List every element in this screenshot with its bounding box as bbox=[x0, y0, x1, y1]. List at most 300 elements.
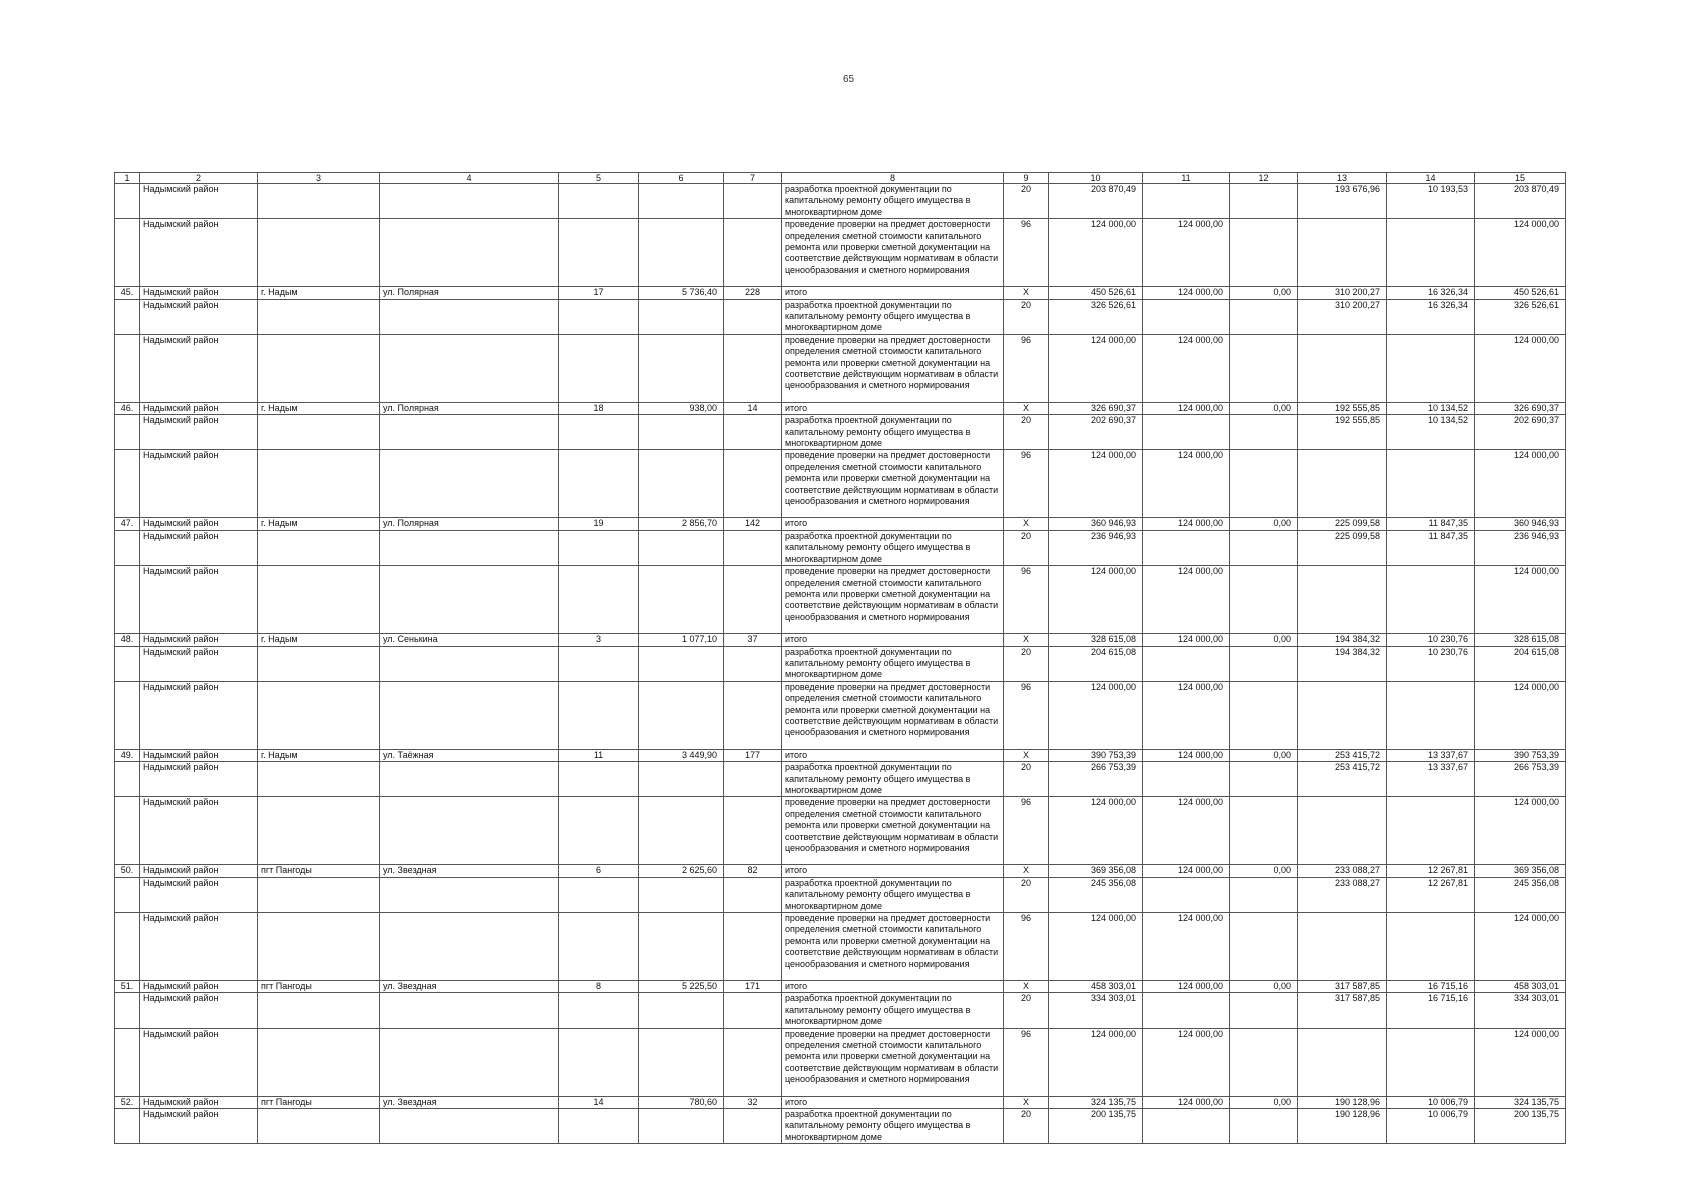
cell-col-7 bbox=[724, 993, 782, 1028]
cell-col-9: Х bbox=[1004, 749, 1049, 761]
cell-col-13 bbox=[1298, 912, 1387, 980]
cell-col-15: 124 000,00 bbox=[1475, 334, 1566, 402]
cell-col-3 bbox=[258, 334, 380, 402]
cell-col-9: Х bbox=[1004, 865, 1049, 877]
column-header: 5 bbox=[559, 173, 639, 184]
cell-col-5 bbox=[559, 912, 639, 980]
column-header: 2 bbox=[140, 173, 258, 184]
cell-col-5 bbox=[559, 334, 639, 402]
cell-col-14 bbox=[1387, 334, 1475, 402]
cell-col-2: Надымский район bbox=[140, 219, 258, 287]
cell-col-10: 124 000,00 bbox=[1049, 450, 1143, 518]
cell-col-2: Надымский район bbox=[140, 877, 258, 912]
column-header: 8 bbox=[782, 173, 1004, 184]
cell-col-9: Х bbox=[1004, 287, 1049, 299]
cell-col-13: 310 200,27 bbox=[1298, 287, 1387, 299]
cell-col-15: 266 753,39 bbox=[1475, 762, 1566, 797]
cell-col-4 bbox=[380, 415, 559, 450]
cell-col-2: Надымский район bbox=[140, 1028, 258, 1096]
cell-col-1 bbox=[115, 566, 140, 634]
cell-col-2: Надымский район bbox=[140, 1096, 258, 1108]
column-header: 12 bbox=[1230, 173, 1298, 184]
cell-col-5: 8 bbox=[559, 980, 639, 992]
cell-col-9: Х bbox=[1004, 518, 1049, 530]
cell-col-8: итого bbox=[782, 287, 1004, 299]
table-row bbox=[115, 877, 1566, 912]
cell-col-12 bbox=[1230, 681, 1298, 749]
cell-col-5 bbox=[559, 993, 639, 1028]
cell-col-13 bbox=[1298, 797, 1387, 865]
cell-col-4: ул. Звездная bbox=[380, 1096, 559, 1108]
cell-col-13: 194 384,32 bbox=[1298, 634, 1387, 646]
cell-col-8: проведение проверки на предмет достоверности определения сметной стоимости капитального ремонта или проверки сметной документации на соответствие действующим нормативам в области ценообразования и сметного нормирования bbox=[782, 450, 1004, 518]
cell-col-2: Надымский район bbox=[140, 334, 258, 402]
cell-col-11 bbox=[1143, 299, 1230, 334]
cell-col-7 bbox=[724, 1028, 782, 1096]
cell-col-6 bbox=[639, 299, 724, 334]
cell-col-2: Надымский район bbox=[140, 646, 258, 681]
cell-col-9: Х bbox=[1004, 402, 1049, 414]
cell-col-3 bbox=[258, 566, 380, 634]
cell-col-11 bbox=[1143, 184, 1230, 219]
cell-col-6 bbox=[639, 646, 724, 681]
cell-col-15: 450 526,61 bbox=[1475, 287, 1566, 299]
cell-col-15: 326 526,61 bbox=[1475, 299, 1566, 334]
cell-col-4 bbox=[380, 1028, 559, 1096]
cell-col-12 bbox=[1230, 415, 1298, 450]
cell-col-2: Надымский район bbox=[140, 530, 258, 565]
cell-col-3: пгт Пангоды bbox=[258, 865, 380, 877]
cell-col-7 bbox=[724, 334, 782, 402]
cell-col-8: итого bbox=[782, 402, 1004, 414]
cell-col-3: г. Надым bbox=[258, 518, 380, 530]
cell-col-1 bbox=[115, 415, 140, 450]
cell-col-12 bbox=[1230, 912, 1298, 980]
column-header: 13 bbox=[1298, 173, 1387, 184]
cell-col-6: 5 736,40 bbox=[639, 287, 724, 299]
table-row bbox=[115, 184, 1566, 219]
cell-col-6: 938,00 bbox=[639, 402, 724, 414]
cell-col-6: 2 856,70 bbox=[639, 518, 724, 530]
cell-col-8: проведение проверки на предмет достоверности определения сметной стоимости капитального ремонта или проверки сметной документации на соответствие действующим нормативам в области ценообразования и сметного нормирования bbox=[782, 334, 1004, 402]
table-row bbox=[115, 415, 1566, 450]
cell-col-6: 780,60 bbox=[639, 1096, 724, 1108]
cell-col-7: 142 bbox=[724, 518, 782, 530]
cell-col-15: 124 000,00 bbox=[1475, 450, 1566, 518]
cell-col-14: 13 337,67 bbox=[1387, 762, 1475, 797]
cell-col-14 bbox=[1387, 450, 1475, 518]
cell-col-7: 14 bbox=[724, 402, 782, 414]
cell-col-15: 124 000,00 bbox=[1475, 1028, 1566, 1096]
cell-col-1: 50. bbox=[115, 865, 140, 877]
cell-col-11: 124 000,00 bbox=[1143, 912, 1230, 980]
cell-col-11: 124 000,00 bbox=[1143, 450, 1230, 518]
cell-col-10: 360 946,93 bbox=[1049, 518, 1143, 530]
cell-col-4 bbox=[380, 450, 559, 518]
cell-col-13: 233 088,27 bbox=[1298, 865, 1387, 877]
cell-col-7 bbox=[724, 450, 782, 518]
cell-col-5 bbox=[559, 530, 639, 565]
cell-col-7: 171 bbox=[724, 980, 782, 992]
cell-col-2: Надымский район bbox=[140, 762, 258, 797]
cell-col-14 bbox=[1387, 797, 1475, 865]
column-header: 15 bbox=[1475, 173, 1566, 184]
cell-col-1: 47. bbox=[115, 518, 140, 530]
cell-col-4 bbox=[380, 1109, 559, 1144]
cell-col-8: разработка проектной документации по капитальному ремонту общего имущества в многоквартирном доме bbox=[782, 299, 1004, 334]
cell-col-3 bbox=[258, 299, 380, 334]
cell-col-11: 124 000,00 bbox=[1143, 749, 1230, 761]
cell-col-11 bbox=[1143, 762, 1230, 797]
cell-col-3 bbox=[258, 993, 380, 1028]
cell-col-9: 20 bbox=[1004, 530, 1049, 565]
cell-col-8: разработка проектной документации по капитальному ремонту общего имущества в многоквартирном доме bbox=[782, 415, 1004, 450]
cell-col-13 bbox=[1298, 334, 1387, 402]
cell-col-8: разработка проектной документации по капитальному ремонту общего имущества в многоквартирном доме bbox=[782, 530, 1004, 565]
cell-col-4 bbox=[380, 646, 559, 681]
cell-col-15: 328 615,08 bbox=[1475, 634, 1566, 646]
cell-col-4 bbox=[380, 797, 559, 865]
cell-col-11: 124 000,00 bbox=[1143, 402, 1230, 414]
cell-col-3 bbox=[258, 530, 380, 565]
cell-col-6 bbox=[639, 450, 724, 518]
cell-col-9: 20 bbox=[1004, 993, 1049, 1028]
table-row bbox=[115, 219, 1566, 287]
cell-col-7 bbox=[724, 877, 782, 912]
cell-col-1: 52. bbox=[115, 1096, 140, 1108]
cell-col-11: 124 000,00 bbox=[1143, 1096, 1230, 1108]
cell-col-13 bbox=[1298, 219, 1387, 287]
column-header: 10 bbox=[1049, 173, 1143, 184]
cell-col-1 bbox=[115, 1109, 140, 1144]
cell-col-13: 192 555,85 bbox=[1298, 415, 1387, 450]
cell-col-3 bbox=[258, 1109, 380, 1144]
cell-col-8: разработка проектной документации по капитальному ремонту общего имущества в многоквартирном доме bbox=[782, 1109, 1004, 1144]
cell-col-2: Надымский район bbox=[140, 299, 258, 334]
cell-col-2: Надымский район bbox=[140, 912, 258, 980]
table-total-row bbox=[115, 402, 1566, 414]
cell-col-5 bbox=[559, 184, 639, 219]
cell-col-14: 10 134,52 bbox=[1387, 402, 1475, 414]
cell-col-14: 13 337,67 bbox=[1387, 749, 1475, 761]
cell-col-3 bbox=[258, 450, 380, 518]
cell-col-14 bbox=[1387, 912, 1475, 980]
cell-col-2: Надымский район bbox=[140, 865, 258, 877]
cell-col-7 bbox=[724, 912, 782, 980]
cell-col-12 bbox=[1230, 762, 1298, 797]
cell-col-1 bbox=[115, 762, 140, 797]
cell-col-11: 124 000,00 bbox=[1143, 287, 1230, 299]
cell-col-8: разработка проектной документации по капитальному ремонту общего имущества в многоквартирном доме bbox=[782, 646, 1004, 681]
table-row bbox=[115, 646, 1566, 681]
cell-col-7 bbox=[724, 1109, 782, 1144]
cell-col-15: 202 690,37 bbox=[1475, 415, 1566, 450]
cell-col-13 bbox=[1298, 681, 1387, 749]
cell-col-12: 0,00 bbox=[1230, 980, 1298, 992]
cell-col-3: г. Надым bbox=[258, 402, 380, 414]
cell-col-3 bbox=[258, 797, 380, 865]
column-header: 6 bbox=[639, 173, 724, 184]
cell-col-5 bbox=[559, 450, 639, 518]
cell-col-13: 190 128,96 bbox=[1298, 1109, 1387, 1144]
cell-col-6 bbox=[639, 334, 724, 402]
cell-col-7: 37 bbox=[724, 634, 782, 646]
cell-col-7 bbox=[724, 219, 782, 287]
cell-col-11 bbox=[1143, 1109, 1230, 1144]
cell-col-13: 317 587,85 bbox=[1298, 993, 1387, 1028]
cell-col-10: 450 526,61 bbox=[1049, 287, 1143, 299]
cell-col-14: 11 847,35 bbox=[1387, 518, 1475, 530]
cell-col-15: 124 000,00 bbox=[1475, 912, 1566, 980]
cell-col-10: 266 753,39 bbox=[1049, 762, 1143, 797]
cell-col-13 bbox=[1298, 566, 1387, 634]
cell-col-1: 48. bbox=[115, 634, 140, 646]
cell-col-5 bbox=[559, 681, 639, 749]
cell-col-15: 124 000,00 bbox=[1475, 219, 1566, 287]
cell-col-7 bbox=[724, 646, 782, 681]
column-header: 3 bbox=[258, 173, 380, 184]
cell-col-1 bbox=[115, 299, 140, 334]
page-number: 65 bbox=[842, 74, 855, 85]
cell-col-8: разработка проектной документации по капитальному ремонту общего имущества в многоквартирном доме bbox=[782, 993, 1004, 1028]
cell-col-12 bbox=[1230, 450, 1298, 518]
cell-col-13: 225 099,58 bbox=[1298, 530, 1387, 565]
cell-col-8: итого bbox=[782, 518, 1004, 530]
cell-col-6 bbox=[639, 219, 724, 287]
cell-col-4 bbox=[380, 334, 559, 402]
cell-col-5 bbox=[559, 1109, 639, 1144]
cell-col-5 bbox=[559, 1028, 639, 1096]
cell-col-4 bbox=[380, 993, 559, 1028]
cell-col-12: 0,00 bbox=[1230, 634, 1298, 646]
cell-col-1 bbox=[115, 1028, 140, 1096]
cell-col-14 bbox=[1387, 1028, 1475, 1096]
cell-col-13: 193 676,96 bbox=[1298, 184, 1387, 219]
table-row bbox=[115, 912, 1566, 980]
cell-col-6 bbox=[639, 762, 724, 797]
cell-col-2: Надымский район bbox=[140, 566, 258, 634]
cell-col-15: 390 753,39 bbox=[1475, 749, 1566, 761]
cell-col-8: итого bbox=[782, 865, 1004, 877]
table-row bbox=[115, 1109, 1566, 1144]
cell-col-13: 310 200,27 bbox=[1298, 299, 1387, 334]
cell-col-9: 96 bbox=[1004, 450, 1049, 518]
cell-col-11 bbox=[1143, 415, 1230, 450]
cell-col-4 bbox=[380, 762, 559, 797]
cell-col-5 bbox=[559, 219, 639, 287]
cell-col-1 bbox=[115, 681, 140, 749]
cell-col-4 bbox=[380, 530, 559, 565]
cell-col-10: 200 135,75 bbox=[1049, 1109, 1143, 1144]
cell-col-9: Х bbox=[1004, 980, 1049, 992]
cell-col-3 bbox=[258, 415, 380, 450]
cell-col-14: 12 267,81 bbox=[1387, 877, 1475, 912]
cell-col-9: 96 bbox=[1004, 566, 1049, 634]
cell-col-12: 0,00 bbox=[1230, 1096, 1298, 1108]
cell-col-7: 228 bbox=[724, 287, 782, 299]
cell-col-7 bbox=[724, 415, 782, 450]
cell-col-9: 96 bbox=[1004, 681, 1049, 749]
cell-col-12 bbox=[1230, 797, 1298, 865]
cell-col-3 bbox=[258, 219, 380, 287]
cell-col-13: 253 415,72 bbox=[1298, 749, 1387, 761]
cell-col-2: Надымский район bbox=[140, 1109, 258, 1144]
cell-col-7 bbox=[724, 566, 782, 634]
cell-col-1 bbox=[115, 646, 140, 681]
cell-col-8: итого bbox=[782, 980, 1004, 992]
cell-col-14: 10 006,79 bbox=[1387, 1109, 1475, 1144]
cell-col-1 bbox=[115, 219, 140, 287]
cell-col-5 bbox=[559, 877, 639, 912]
cell-col-13: 190 128,96 bbox=[1298, 1096, 1387, 1108]
cell-col-11: 124 000,00 bbox=[1143, 797, 1230, 865]
cell-col-11: 124 000,00 bbox=[1143, 1028, 1230, 1096]
cell-col-15: 326 690,37 bbox=[1475, 402, 1566, 414]
table-row bbox=[115, 681, 1566, 749]
cell-col-8: итого bbox=[782, 749, 1004, 761]
cell-col-5: 17 bbox=[559, 287, 639, 299]
cell-col-2: Надымский район bbox=[140, 681, 258, 749]
cell-col-3 bbox=[258, 877, 380, 912]
cell-col-2: Надымский район bbox=[140, 797, 258, 865]
cell-col-8: проведение проверки на предмет достоверности определения сметной стоимости капитального ремонта или проверки сметной документации на соответствие действующим нормативам в области ценообразования и сметного нормирования bbox=[782, 797, 1004, 865]
cell-col-2: Надымский район bbox=[140, 287, 258, 299]
table-total-row bbox=[115, 518, 1566, 530]
cell-col-14: 16 326,34 bbox=[1387, 299, 1475, 334]
cell-col-10: 334 303,01 bbox=[1049, 993, 1143, 1028]
cell-col-3: пгт Пангоды bbox=[258, 1096, 380, 1108]
cell-col-2: Надымский район bbox=[140, 993, 258, 1028]
cell-col-13: 225 099,58 bbox=[1298, 518, 1387, 530]
cell-col-6 bbox=[639, 184, 724, 219]
cell-col-5 bbox=[559, 415, 639, 450]
cell-col-4: ул. Полярная bbox=[380, 287, 559, 299]
cell-col-1 bbox=[115, 530, 140, 565]
cell-col-5 bbox=[559, 646, 639, 681]
cell-col-4: ул. Сенькина bbox=[380, 634, 559, 646]
cell-col-5 bbox=[559, 299, 639, 334]
cell-col-6: 5 225,50 bbox=[639, 980, 724, 992]
cell-col-10: 124 000,00 bbox=[1049, 681, 1143, 749]
cell-col-14: 11 847,35 bbox=[1387, 530, 1475, 565]
cell-col-11 bbox=[1143, 877, 1230, 912]
cell-col-3 bbox=[258, 184, 380, 219]
cell-col-15: 245 356,08 bbox=[1475, 877, 1566, 912]
cell-col-13: 233 088,27 bbox=[1298, 877, 1387, 912]
cell-col-13 bbox=[1298, 450, 1387, 518]
cell-col-7: 177 bbox=[724, 749, 782, 761]
cell-col-9: 20 bbox=[1004, 299, 1049, 334]
cell-col-11: 124 000,00 bbox=[1143, 219, 1230, 287]
cell-col-13 bbox=[1298, 1028, 1387, 1096]
cell-col-13: 317 587,85 bbox=[1298, 980, 1387, 992]
cell-col-5: 19 bbox=[559, 518, 639, 530]
cell-col-7: 32 bbox=[724, 1096, 782, 1108]
table-row bbox=[115, 334, 1566, 402]
cell-col-9: 20 bbox=[1004, 762, 1049, 797]
cell-col-3 bbox=[258, 681, 380, 749]
cell-col-6 bbox=[639, 797, 724, 865]
cell-col-6 bbox=[639, 1028, 724, 1096]
column-header: 14 bbox=[1387, 173, 1475, 184]
table-row bbox=[115, 993, 1566, 1028]
cell-col-4 bbox=[380, 912, 559, 980]
cell-col-10: 124 000,00 bbox=[1049, 797, 1143, 865]
capital-repair-table bbox=[114, 172, 1566, 1144]
cell-col-15: 236 946,93 bbox=[1475, 530, 1566, 565]
cell-col-13: 253 415,72 bbox=[1298, 762, 1387, 797]
cell-col-8: проведение проверки на предмет достоверности определения сметной стоимости капитального ремонта или проверки сметной документации на соответствие действующим нормативам в области ценообразования и сметного нормирования bbox=[782, 219, 1004, 287]
cell-col-11: 124 000,00 bbox=[1143, 518, 1230, 530]
cell-col-9: 20 bbox=[1004, 415, 1049, 450]
cell-col-11 bbox=[1143, 646, 1230, 681]
cell-col-8: разработка проектной документации по капитальному ремонту общего имущества в многоквартирном доме bbox=[782, 184, 1004, 219]
cell-col-4 bbox=[380, 184, 559, 219]
cell-col-2: Надымский район bbox=[140, 450, 258, 518]
cell-col-4 bbox=[380, 681, 559, 749]
cell-col-11: 124 000,00 bbox=[1143, 865, 1230, 877]
cell-col-10: 390 753,39 bbox=[1049, 749, 1143, 761]
cell-col-11: 124 000,00 bbox=[1143, 634, 1230, 646]
cell-col-6 bbox=[639, 566, 724, 634]
cell-col-10: 328 615,08 bbox=[1049, 634, 1143, 646]
table-row bbox=[115, 762, 1566, 797]
cell-col-4 bbox=[380, 299, 559, 334]
cell-col-12: 0,00 bbox=[1230, 287, 1298, 299]
cell-col-6: 1 077,10 bbox=[639, 634, 724, 646]
cell-col-5: 3 bbox=[559, 634, 639, 646]
table-row bbox=[115, 530, 1566, 565]
cell-col-11: 124 000,00 bbox=[1143, 980, 1230, 992]
cell-col-15: 124 000,00 bbox=[1475, 797, 1566, 865]
cell-col-13: 194 384,32 bbox=[1298, 646, 1387, 681]
cell-col-14: 10 193,53 bbox=[1387, 184, 1475, 219]
cell-col-10: 204 615,08 bbox=[1049, 646, 1143, 681]
table-row bbox=[115, 299, 1566, 334]
cell-col-9: Х bbox=[1004, 634, 1049, 646]
cell-col-3: г. Надым bbox=[258, 287, 380, 299]
table-total-row bbox=[115, 980, 1566, 992]
cell-col-8: разработка проектной документации по капитальному ремонту общего имущества в многоквартирном доме bbox=[782, 762, 1004, 797]
column-number-row bbox=[115, 173, 1566, 184]
cell-col-6 bbox=[639, 912, 724, 980]
cell-col-6 bbox=[639, 877, 724, 912]
cell-col-6: 3 449,90 bbox=[639, 749, 724, 761]
cell-col-9: 20 bbox=[1004, 1109, 1049, 1144]
cell-col-4: ул. Звездная bbox=[380, 980, 559, 992]
cell-col-11: 124 000,00 bbox=[1143, 566, 1230, 634]
cell-col-2: Надымский район bbox=[140, 415, 258, 450]
cell-col-14 bbox=[1387, 566, 1475, 634]
cell-col-1 bbox=[115, 184, 140, 219]
cell-col-7: 82 bbox=[724, 865, 782, 877]
cell-col-1 bbox=[115, 334, 140, 402]
cell-col-15: 324 135,75 bbox=[1475, 1096, 1566, 1108]
cell-col-12 bbox=[1230, 219, 1298, 287]
cell-col-11: 124 000,00 bbox=[1143, 681, 1230, 749]
cell-col-10: 202 690,37 bbox=[1049, 415, 1143, 450]
cell-col-5 bbox=[559, 566, 639, 634]
cell-col-2: Надымский район bbox=[140, 184, 258, 219]
cell-col-12: 0,00 bbox=[1230, 402, 1298, 414]
cell-col-14: 10 134,52 bbox=[1387, 415, 1475, 450]
cell-col-2: Надымский район bbox=[140, 518, 258, 530]
cell-col-4: ул. Таёжная bbox=[380, 749, 559, 761]
cell-col-12 bbox=[1230, 299, 1298, 334]
cell-col-10: 124 000,00 bbox=[1049, 219, 1143, 287]
cell-col-10: 324 135,75 bbox=[1049, 1096, 1143, 1108]
cell-col-12 bbox=[1230, 530, 1298, 565]
